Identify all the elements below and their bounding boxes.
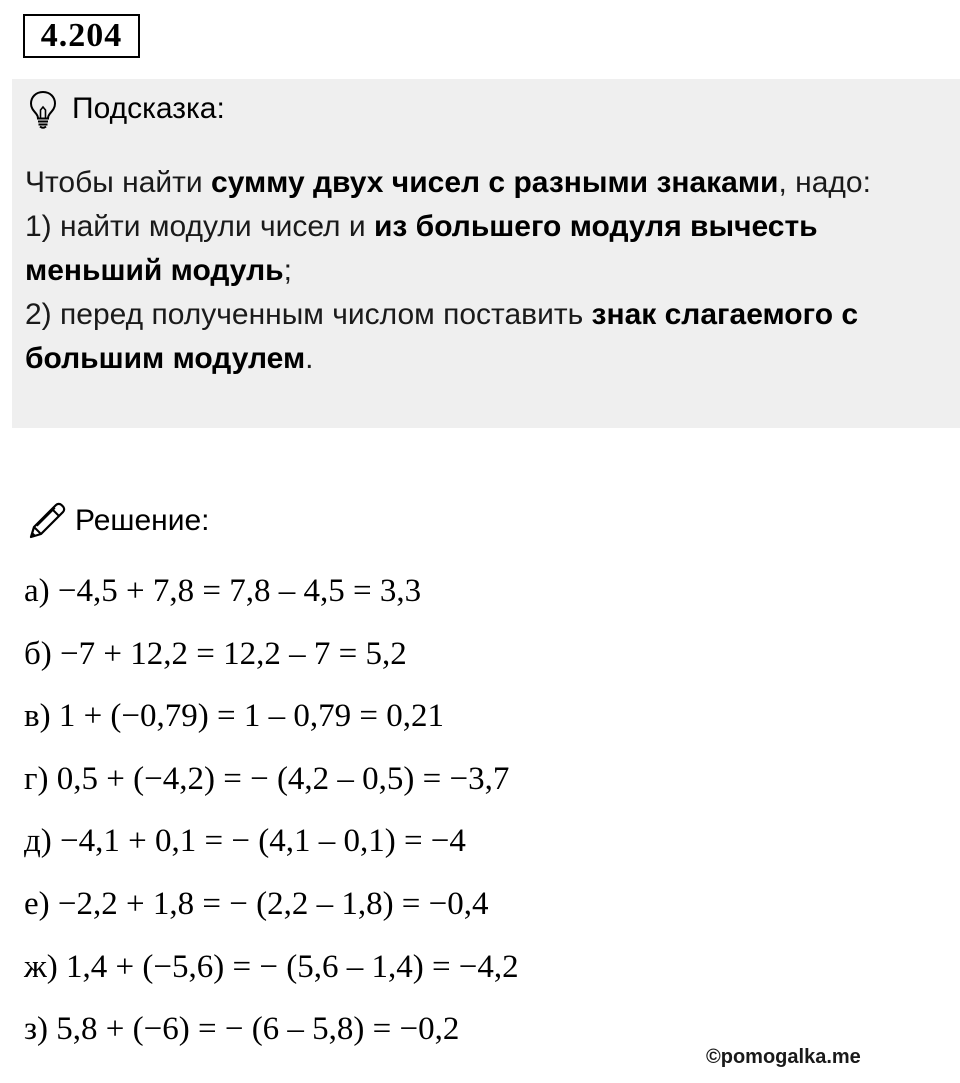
problem-number: 4.204 (23, 14, 140, 58)
solution-item-a: а) −4,5 + 7,8 = 7,8 – 4,5 = 3,3 (24, 573, 422, 609)
hint-step-1 (25, 205, 950, 293)
watermark: ©pomogalka.me (706, 1046, 861, 1068)
solution-item-e: е) −2,2 + 1,8 = − (2,2 – 1,8) = −0,4 (24, 885, 489, 922)
hint-step-2 (25, 293, 950, 381)
hint-header (28, 89, 225, 129)
hint-step-1-bold: из большего модуля вычесть меньший модуль (25, 210, 818, 287)
hint-text (25, 161, 950, 381)
lightbulb-icon (28, 89, 58, 129)
hint-intro-bold: сумму двух чисел с разными знаками (211, 166, 779, 199)
solution-item-zh: ж) 1,4 + (−5,6) = − (5,6 – 1,4) = −4,2 (24, 948, 519, 985)
hint-step-1-text: 1) найти модули чисел и (25, 210, 374, 243)
hint-intro (25, 161, 950, 205)
hint-intro-end: , надо: (778, 166, 871, 199)
hint-intro-text: Чтобы найти (25, 166, 212, 199)
solution-item-g: г) 0,5 + (−4,2) = − (4,2 – 0,5) = −3,7 (24, 760, 510, 797)
hint-step-2-end: . (305, 342, 314, 375)
solution-header (25, 498, 209, 544)
hint-step-2-bold: знак слагаемого с большим модулем (25, 298, 859, 375)
hint-step-2-text: 2) перед полученным числом поставить (25, 298, 592, 331)
solution-title: Решение: (75, 504, 210, 537)
solution-item-d: д) −4,1 + 0,1 = − (4,1 – 0,1) = −4 (24, 823, 466, 860)
solution-item-b: б) −7 + 12,2 = 12,2 – 7 = 5,2 (24, 635, 407, 672)
hint-title: Подсказка: (72, 92, 225, 125)
pencil-icon (25, 499, 69, 543)
solution-item-v: в) 1 + (−0,79) = 1 – 0,79 = 0,21 (24, 698, 444, 735)
solution-list (24, 568, 519, 1069)
hint-step-1-end: ; (283, 254, 292, 287)
solution-item-z: з) 5,8 + (−6) = − (6 – 5,8) = −0,2 (24, 1011, 460, 1048)
hint-box (12, 79, 960, 428)
